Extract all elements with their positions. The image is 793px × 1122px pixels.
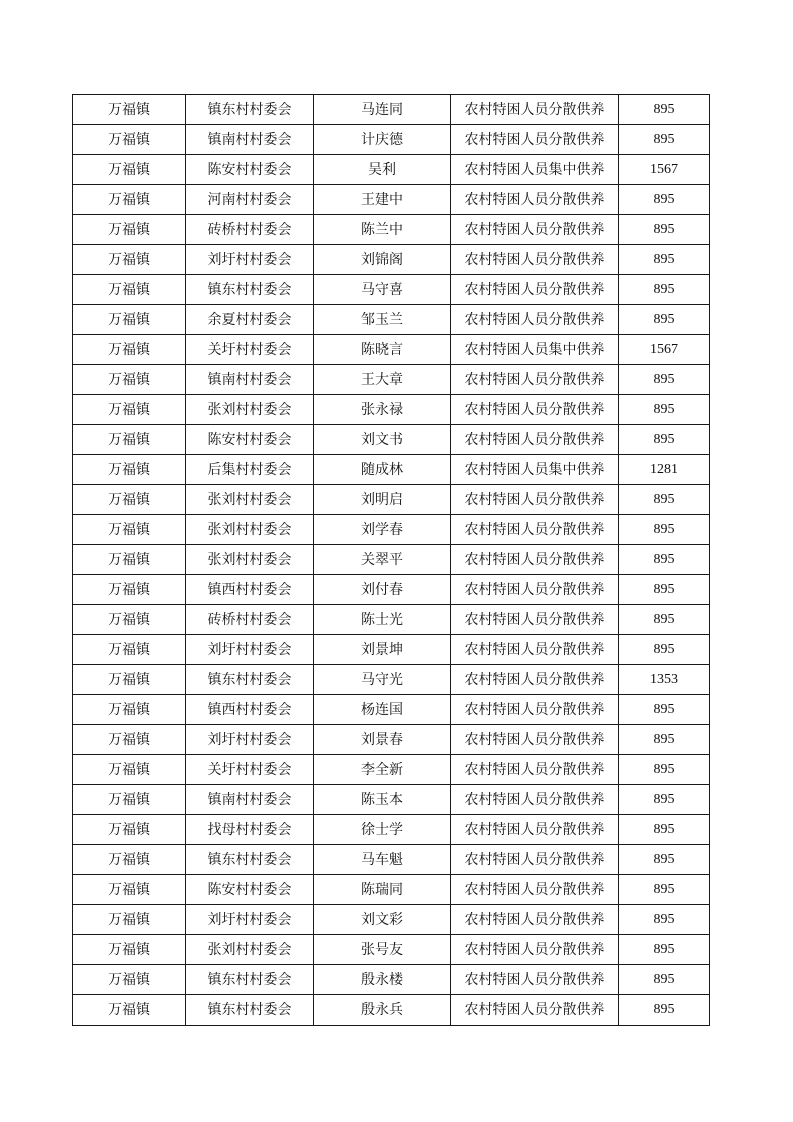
village-committee-cell: 陈安村村委会: [186, 425, 314, 455]
recipient-table: [72, 94, 710, 1026]
table-row: [73, 815, 710, 845]
amount-cell: 895: [619, 95, 710, 125]
town-cell: 万福镇: [73, 515, 186, 545]
town-cell: 万福镇: [73, 95, 186, 125]
table-row: [73, 365, 710, 395]
table-row: [73, 695, 710, 725]
amount-cell: 895: [619, 185, 710, 215]
village-committee-cell: 镇东村村委会: [186, 995, 314, 1026]
support-type-cell: 农村特困人员分散供养: [451, 395, 619, 425]
town-cell: 万福镇: [73, 365, 186, 395]
amount-cell: 895: [619, 395, 710, 425]
table-row: [73, 95, 710, 125]
support-type-cell: 农村特困人员分散供养: [451, 665, 619, 695]
person-name-cell: 马车魁: [314, 845, 451, 875]
town-cell: 万福镇: [73, 845, 186, 875]
table-row: [73, 215, 710, 245]
town-cell: 万福镇: [73, 875, 186, 905]
amount-cell: 895: [619, 515, 710, 545]
amount-cell: 895: [619, 275, 710, 305]
support-type-cell: 农村特困人员分散供养: [451, 575, 619, 605]
village-committee-cell: 镇东村村委会: [186, 275, 314, 305]
person-name-cell: 陈玉本: [314, 785, 451, 815]
document-page: [72, 94, 709, 1026]
table-row: [73, 185, 710, 215]
support-type-cell: 农村特困人员分散供养: [451, 755, 619, 785]
table-row: [73, 875, 710, 905]
town-cell: 万福镇: [73, 995, 186, 1026]
support-type-cell: 农村特困人员分散供养: [451, 245, 619, 275]
village-committee-cell: 刘圩村村委会: [186, 905, 314, 935]
amount-cell: 895: [619, 365, 710, 395]
town-cell: 万福镇: [73, 425, 186, 455]
table-row: [73, 335, 710, 365]
table-row: [73, 755, 710, 785]
town-cell: 万福镇: [73, 245, 186, 275]
village-committee-cell: 张刘村村委会: [186, 515, 314, 545]
table-body: [73, 95, 710, 1026]
table-row: [73, 965, 710, 995]
town-cell: 万福镇: [73, 215, 186, 245]
support-type-cell: 农村特困人员分散供养: [451, 95, 619, 125]
amount-cell: 1567: [619, 155, 710, 185]
village-committee-cell: 砖桥村村委会: [186, 605, 314, 635]
support-type-cell: 农村特困人员分散供养: [451, 785, 619, 815]
support-type-cell: 农村特困人员分散供养: [451, 305, 619, 335]
support-type-cell: 农村特困人员分散供养: [451, 905, 619, 935]
person-name-cell: 李全新: [314, 755, 451, 785]
table-row: [73, 635, 710, 665]
village-committee-cell: 镇南村村委会: [186, 365, 314, 395]
support-type-cell: 农村特困人员分散供养: [451, 605, 619, 635]
table-row: [73, 905, 710, 935]
person-name-cell: 刘锦阁: [314, 245, 451, 275]
person-name-cell: 陈士光: [314, 605, 451, 635]
town-cell: 万福镇: [73, 755, 186, 785]
table-row: [73, 485, 710, 515]
village-committee-cell: 找母村村委会: [186, 815, 314, 845]
amount-cell: 895: [619, 845, 710, 875]
town-cell: 万福镇: [73, 485, 186, 515]
table-row: [73, 935, 710, 965]
village-committee-cell: 刘圩村村委会: [186, 635, 314, 665]
person-name-cell: 关翠平: [314, 545, 451, 575]
town-cell: 万福镇: [73, 575, 186, 605]
support-type-cell: 农村特困人员集中供养: [451, 155, 619, 185]
village-committee-cell: 张刘村村委会: [186, 485, 314, 515]
village-committee-cell: 镇南村村委会: [186, 125, 314, 155]
person-name-cell: 陈兰中: [314, 215, 451, 245]
town-cell: 万福镇: [73, 635, 186, 665]
table-row: [73, 665, 710, 695]
person-name-cell: 刘学春: [314, 515, 451, 545]
town-cell: 万福镇: [73, 305, 186, 335]
table-row: [73, 995, 710, 1026]
table-row: [73, 275, 710, 305]
town-cell: 万福镇: [73, 965, 186, 995]
table-row: [73, 845, 710, 875]
town-cell: 万福镇: [73, 395, 186, 425]
person-name-cell: 马守光: [314, 665, 451, 695]
amount-cell: 895: [619, 305, 710, 335]
support-type-cell: 农村特困人员集中供养: [451, 455, 619, 485]
support-type-cell: 农村特困人员分散供养: [451, 815, 619, 845]
table-row: [73, 395, 710, 425]
person-name-cell: 陈瑞同: [314, 875, 451, 905]
person-name-cell: 殷永楼: [314, 965, 451, 995]
town-cell: 万福镇: [73, 815, 186, 845]
amount-cell: 895: [619, 995, 710, 1026]
support-type-cell: 农村特困人员分散供养: [451, 875, 619, 905]
town-cell: 万福镇: [73, 905, 186, 935]
support-type-cell: 农村特困人员分散供养: [451, 215, 619, 245]
person-name-cell: 吴利: [314, 155, 451, 185]
village-committee-cell: 余夏村村委会: [186, 305, 314, 335]
support-type-cell: 农村特困人员分散供养: [451, 995, 619, 1026]
person-name-cell: 邹玉兰: [314, 305, 451, 335]
table-row: [73, 515, 710, 545]
village-committee-cell: 镇东村村委会: [186, 665, 314, 695]
village-committee-cell: 刘圩村村委会: [186, 725, 314, 755]
village-committee-cell: 镇东村村委会: [186, 965, 314, 995]
table-row: [73, 155, 710, 185]
village-committee-cell: 陈安村村委会: [186, 155, 314, 185]
support-type-cell: 农村特困人员分散供养: [451, 635, 619, 665]
support-type-cell: 农村特困人员分散供养: [451, 485, 619, 515]
town-cell: 万福镇: [73, 785, 186, 815]
person-name-cell: 马守喜: [314, 275, 451, 305]
village-committee-cell: 镇东村村委会: [186, 95, 314, 125]
village-committee-cell: 镇东村村委会: [186, 845, 314, 875]
support-type-cell: 农村特困人员分散供养: [451, 695, 619, 725]
table-row: [73, 785, 710, 815]
town-cell: 万福镇: [73, 455, 186, 485]
amount-cell: 1353: [619, 665, 710, 695]
amount-cell: 895: [619, 635, 710, 665]
amount-cell: 895: [619, 605, 710, 635]
support-type-cell: 农村特困人员分散供养: [451, 845, 619, 875]
village-committee-cell: 张刘村村委会: [186, 395, 314, 425]
amount-cell: 895: [619, 215, 710, 245]
person-name-cell: 刘景春: [314, 725, 451, 755]
town-cell: 万福镇: [73, 185, 186, 215]
town-cell: 万福镇: [73, 725, 186, 755]
person-name-cell: 杨连国: [314, 695, 451, 725]
town-cell: 万福镇: [73, 275, 186, 305]
town-cell: 万福镇: [73, 695, 186, 725]
person-name-cell: 张号友: [314, 935, 451, 965]
village-committee-cell: 刘圩村村委会: [186, 245, 314, 275]
person-name-cell: 计庆德: [314, 125, 451, 155]
table-row: [73, 605, 710, 635]
amount-cell: 895: [619, 485, 710, 515]
table-row: [73, 545, 710, 575]
town-cell: 万福镇: [73, 605, 186, 635]
support-type-cell: 农村特困人员分散供养: [451, 965, 619, 995]
support-type-cell: 农村特困人员分散供养: [451, 515, 619, 545]
support-type-cell: 农村特困人员分散供养: [451, 935, 619, 965]
amount-cell: 895: [619, 935, 710, 965]
person-name-cell: 刘文书: [314, 425, 451, 455]
table-row: [73, 425, 710, 455]
amount-cell: 895: [619, 875, 710, 905]
table-row: [73, 575, 710, 605]
person-name-cell: 王建中: [314, 185, 451, 215]
amount-cell: 895: [619, 965, 710, 995]
person-name-cell: 刘明启: [314, 485, 451, 515]
person-name-cell: 张永禄: [314, 395, 451, 425]
table-row: [73, 725, 710, 755]
amount-cell: 895: [619, 905, 710, 935]
person-name-cell: 殷永兵: [314, 995, 451, 1026]
amount-cell: 895: [619, 575, 710, 605]
person-name-cell: 刘文彩: [314, 905, 451, 935]
village-committee-cell: 镇西村村委会: [186, 695, 314, 725]
village-committee-cell: 镇南村村委会: [186, 785, 314, 815]
village-committee-cell: 镇西村村委会: [186, 575, 314, 605]
person-name-cell: 刘付春: [314, 575, 451, 605]
amount-cell: 895: [619, 725, 710, 755]
village-committee-cell: 后集村村委会: [186, 455, 314, 485]
person-name-cell: 徐士学: [314, 815, 451, 845]
person-name-cell: 王大章: [314, 365, 451, 395]
person-name-cell: 随成林: [314, 455, 451, 485]
support-type-cell: 农村特困人员分散供养: [451, 185, 619, 215]
person-name-cell: 马连同: [314, 95, 451, 125]
support-type-cell: 农村特困人员分散供养: [451, 275, 619, 305]
amount-cell: 1567: [619, 335, 710, 365]
support-type-cell: 农村特困人员分散供养: [451, 425, 619, 455]
town-cell: 万福镇: [73, 155, 186, 185]
village-committee-cell: 关圩村村委会: [186, 755, 314, 785]
town-cell: 万福镇: [73, 935, 186, 965]
town-cell: 万福镇: [73, 335, 186, 365]
table-row: [73, 305, 710, 335]
person-name-cell: 陈晓言: [314, 335, 451, 365]
village-committee-cell: 关圩村村委会: [186, 335, 314, 365]
village-committee-cell: 张刘村村委会: [186, 935, 314, 965]
amount-cell: 895: [619, 695, 710, 725]
amount-cell: 895: [619, 425, 710, 455]
support-type-cell: 农村特困人员分散供养: [451, 545, 619, 575]
table-row: [73, 245, 710, 275]
amount-cell: 895: [619, 815, 710, 845]
amount-cell: 895: [619, 245, 710, 275]
village-committee-cell: 张刘村村委会: [186, 545, 314, 575]
person-name-cell: 刘景坤: [314, 635, 451, 665]
amount-cell: 895: [619, 785, 710, 815]
village-committee-cell: 砖桥村村委会: [186, 215, 314, 245]
town-cell: 万福镇: [73, 125, 186, 155]
town-cell: 万福镇: [73, 665, 186, 695]
amount-cell: 895: [619, 755, 710, 785]
amount-cell: 895: [619, 125, 710, 155]
village-committee-cell: 陈安村村委会: [186, 875, 314, 905]
table-row: [73, 455, 710, 485]
support-type-cell: 农村特困人员分散供养: [451, 125, 619, 155]
support-type-cell: 农村特困人员分散供养: [451, 365, 619, 395]
town-cell: 万福镇: [73, 545, 186, 575]
village-committee-cell: 河南村村委会: [186, 185, 314, 215]
amount-cell: 895: [619, 545, 710, 575]
support-type-cell: 农村特困人员分散供养: [451, 725, 619, 755]
table-row: [73, 125, 710, 155]
amount-cell: 1281: [619, 455, 710, 485]
support-type-cell: 农村特困人员集中供养: [451, 335, 619, 365]
